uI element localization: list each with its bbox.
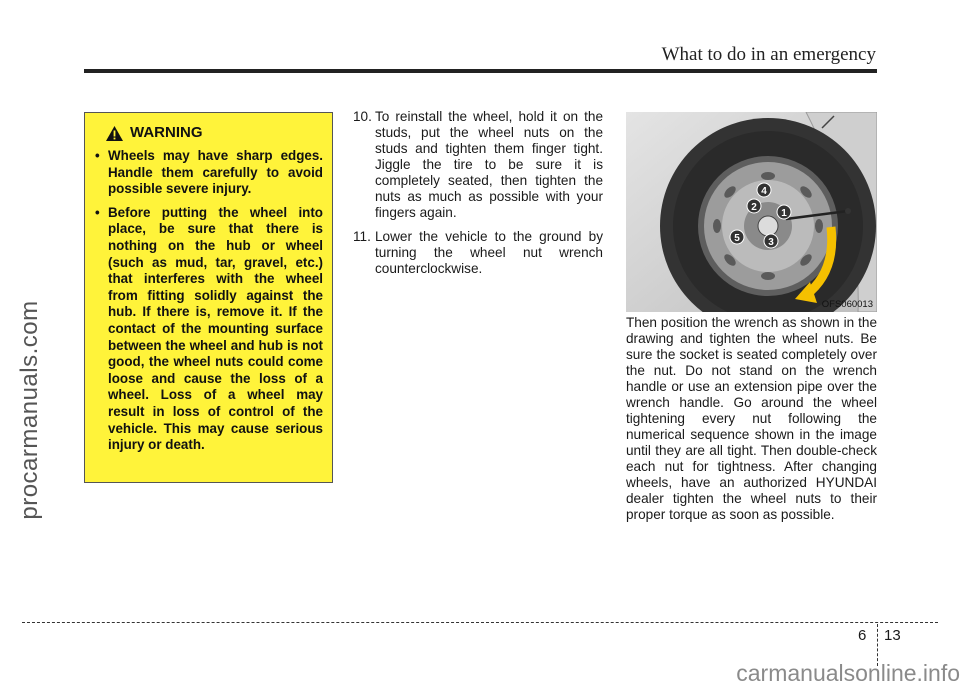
step-list [353,109,603,285]
section-title: What to do in an emergency [661,44,876,65]
warning-item: • Before putting the wheel into place, be sure that there is nothing on the hub or wheel (such as mud, tar, gravel, etc.) that interferes with the wheel from fitting solidly against the hub. If there is, remove it. If the contact of the mounting surface between the wheel and hub is not good, the wheel nuts could come loose and cause the loss of a wheel. Loss of a wheel may result in loss of control of the vehicle. This may cause serious injury or death. [93,205,323,454]
wheel-figure [626,112,877,312]
page-number: 13 [884,627,901,644]
nut-label-1: 1 [781,208,787,219]
nut-label-3: 3 [768,237,774,248]
footer-rule [22,622,938,623]
step-text: To reinstall the wheel, hold it on the studs, put the wheel nuts on the studs and tighten them finger tight. Jiggle the tire to be sure it is completely seated, then tighten the nuts as much as possible with your fingers again. [375,109,603,220]
warning-list [93,148,323,454]
step-number: 10. [353,109,372,124]
step-item [353,229,603,277]
warning-box [84,112,333,483]
chapter-number: 6 [858,627,867,644]
step-item [353,109,603,221]
bottom-watermark: carmanualsonline.info [736,660,960,686]
warning-item: • Wheels may have sharp edges. Handle them carefully to avoid possible severe injury. [93,148,323,198]
warning-triangle-icon [105,125,124,142]
body-paragraph: Then position the wrench as shown in the drawing and tighten the wheel nuts. Be sure the socket is seated completely over the nut. Do not stand on the wrench handle or use an extension pipe over the wrench handle. Go around the wheel tightening every nut following the numerical sequence shown in the image until they are all tight. Then double-check each nut for tightness. After changing wheels, have an authorized HYUNDAI dealer tighten the wheel nuts to their proper torque as soon as possible. [626,315,877,522]
step-text: Lower the vehicle to the ground by turning the wheel nut wrench counterclockwise. [375,229,603,276]
step-number: 11. [353,229,371,244]
header-rule [84,69,877,73]
side-watermark: procarmanuals.com [16,300,43,520]
nut-label-2: 2 [751,202,757,213]
nut-label-4: 4 [761,186,767,197]
nut-label-5: 5 [734,233,740,244]
wheel-illustration [626,112,877,312]
warning-header [105,125,323,142]
figure-code: OFS060013 [821,299,873,310]
warning-title: WARNING [130,124,203,142]
